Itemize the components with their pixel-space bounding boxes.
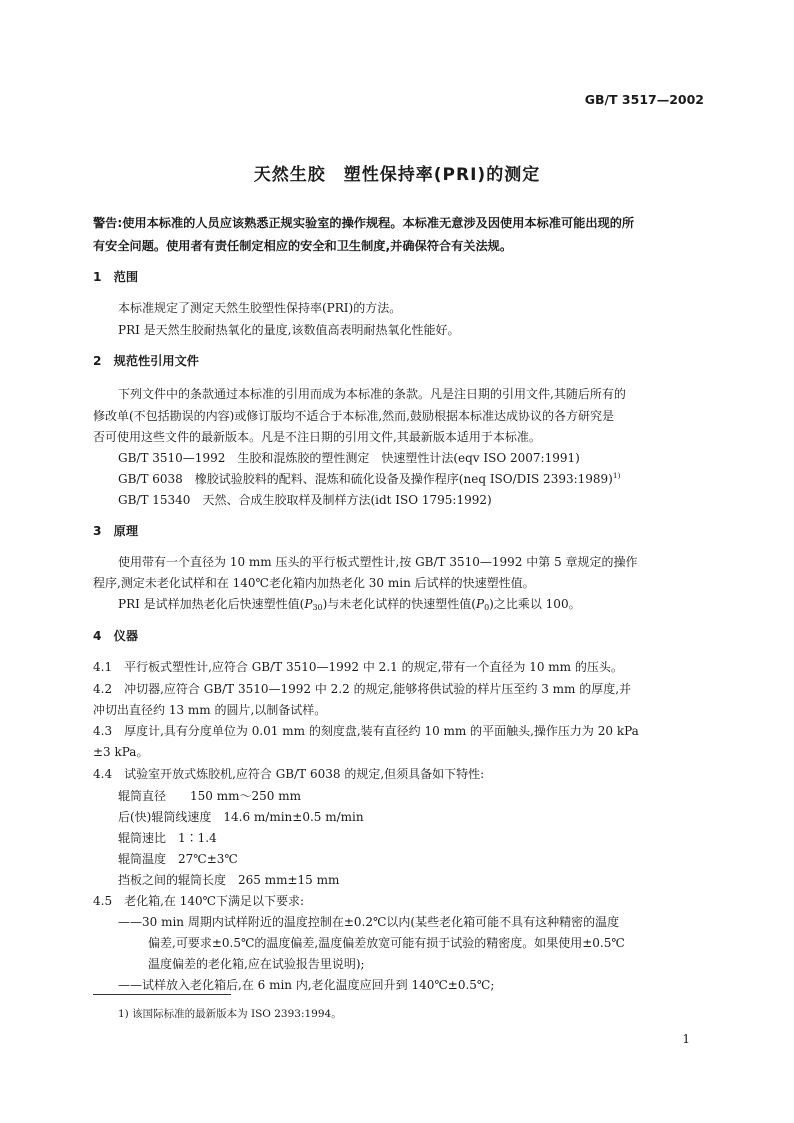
var-p30: P [304, 597, 313, 611]
reference-gbt15340: GB/T 15340 天然、合成生胶取样及制样方法(idt ISO 1795:1992) [118, 493, 492, 507]
reference-gbt3510: GB/T 3510—1992 生胶和混炼胶的塑性测定 快速塑性计法(eqv ISO 2007:1991) [118, 451, 580, 465]
section-3-heading: 3 原理 [93, 524, 139, 538]
footnote-marker: 1) [612, 471, 621, 480]
warning-line-1: 警告:使用本标准的人员应该熟悉正规实验室的操作规程。本标准无意涉及因使用本标准可能出现的所 [93, 216, 635, 230]
item-4-2-line-2: 冲切出直径约 13 mm 的圆片,以制备试样。 [93, 703, 327, 717]
item-4-3-line-1: 4.3 厚度计,具有分度单位为 0.01 mm 的刻度盘,装有直径约 10 mm 的平面触头,操作压力为 20 kPa [93, 724, 639, 738]
item-4-2-line-1: 4.2 冲切器,应符合 GB/T 3510—1992 中 2.2 的规定,能够将供试验的样片压至约 3 mm 的厚度,并 [93, 682, 632, 696]
oven-req-1-line-2: 偏差,可要求±0.5℃的温度偏差,温度偏差放宽可能有损于试验的精密度。如果使用±0.5℃ [148, 936, 625, 950]
page-number: 1 [682, 1032, 690, 1046]
mill-spec-roll-temperature: 辊筒温度 27℃±3℃ [118, 852, 238, 866]
oven-req-1-line-1: ——30 min 周期内试样附近的温度控制在±0.2℃以内(某些老化箱可能不具有这种精密的温度 [118, 915, 620, 929]
sub-0: 0 [484, 603, 490, 612]
oven-req-1-line-3: 温度偏差的老化箱,应在试验报告里说明); [148, 957, 365, 971]
item-4-4: 4.4 试验室开放式炼胶机,应符合 GB/T 6038 的规定,但须具备如下特性: [93, 767, 485, 781]
section-2-line-2: 修改单(不包括勘误的内容)或修订版均不适合于本标准,然而,鼓励根据本标准达成协议的各方研究是 [93, 409, 614, 423]
pri-def-a: PRI 是试样加热老化后快速塑性值( [118, 597, 305, 611]
mill-spec-roll-diameter: 辊筒直径 150 mm～250 mm [118, 789, 301, 803]
standard-code: GB/T 3517—2002 [584, 92, 704, 107]
pri-def-b: )与未老化试样的快速塑性值( [322, 597, 476, 611]
item-4-5: 4.5 老化箱,在 140℃下满足以下要求: [93, 894, 305, 908]
section-2-heading: 2 规范性引用文件 [93, 354, 199, 368]
reference-gbt6038 [118, 470, 621, 487]
item-4-1: 4.1 平行板式塑性计,应符合 GB/T 3510—1992 中 2.1 的规定,带有一个直径为 10 mm 的压头。 [93, 660, 623, 674]
section-2-line-3: 否可使用这些文件的最新版本。凡是不注日期的引用文件,其最新版本适用于本标准。 [93, 430, 541, 444]
mill-spec-speed-ratio: 辊筒速比 1∶1.4 [118, 831, 217, 845]
item-4-3-line-2: ±3 kPa。 [93, 745, 149, 759]
section-2-line-1: 下列文件中的条款通过本标准的引用而成为本标准的条款。凡是注日期的引用文件,其随后所有的 [118, 387, 626, 401]
section-3-line-3 [118, 595, 581, 612]
section-3-line-2: 程序,测定未老化试样和在 140℃老化箱内加热老化 30 min 后试样的快速塑性值。 [93, 576, 535, 590]
section-1-para-2: PRI 是天然生胶耐热氧化的量度,该数值高表明耐热氧化性能好。 [118, 323, 460, 337]
footnote-divider [93, 994, 231, 995]
mill-spec-roll-length: 挡板之间的辊筒长度 265 mm±15 mm [118, 873, 340, 887]
var-p0: P [476, 597, 485, 611]
warning-line-2: 有安全问题。使用者有责任制定相应的安全和卫生制度,并确保符合有关法规。 [93, 239, 513, 253]
mill-spec-roll-speed: 后(快)辊筒线速度 14.6 m/min±0.5 m/min [118, 810, 364, 824]
oven-req-2: ——试样放入老化箱后,在 6 min 内,老化温度应回升到 140℃±0.5℃; [118, 978, 495, 992]
section-4-heading: 4 仪器 [93, 629, 139, 643]
reference-gbt6038-text: GB/T 6038 橡胶试验胶料的配料、混炼和硫化设备及操作程序(neq ISO/DIS 2393:1989) [118, 472, 613, 486]
section-1-para-1: 本标准规定了测定天然生胶塑性保持率(PRI)的方法。 [118, 301, 402, 315]
section-3-line-1: 使用带有一个直径为 10 mm 压头的平行板式塑性计,按 GB/T 3510—1992 中第 5 章规定的操作 [118, 555, 638, 569]
sub-30: 30 [312, 603, 323, 612]
document-title: 天然生胶 塑性保持率(PRI)的测定 [253, 165, 541, 185]
section-1-heading: 1 范围 [93, 270, 139, 284]
footnote: 1) 该国际标准的最新版本为 ISO 2393:1994。 [118, 1008, 342, 1020]
pri-def-c: )之比乘以 100。 [489, 597, 581, 611]
